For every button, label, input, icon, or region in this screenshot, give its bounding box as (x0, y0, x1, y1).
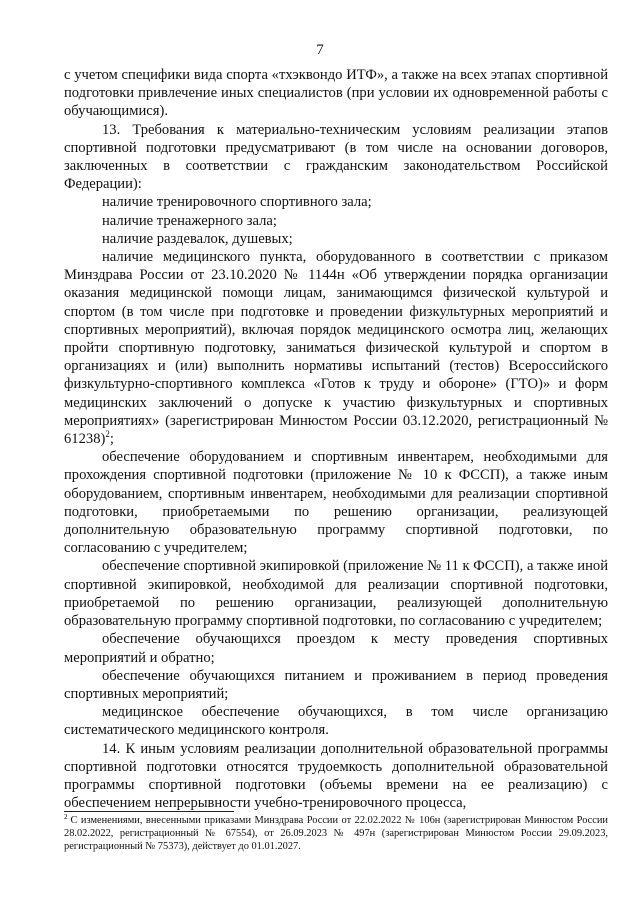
footnote-reference-tail: ; (109, 431, 114, 448)
list-item-medical-point (64, 248, 608, 448)
list-item: наличие тренажерного зала; (102, 212, 277, 229)
list-item: обеспечение обучающихся проездом к месту проведения спортивных мероприятий и обратно; (64, 631, 608, 666)
paragraph-continuation: с учетом специфики вида спорта «тхэквондо ИТФ», а также на всех этапах спортивной подготовки привлечение иных специалистов (при условии их одновременной работы с обучающимися). (64, 67, 608, 120)
document-body (64, 66, 608, 812)
footnote (64, 814, 608, 854)
medical-point-text: наличие медицинского пункта, оборудованного в соответствии с приказом Минздрава России от 23.10.2020 № 1144н «Об утверждении порядка организации оказания медицинской помощи лицам, занимающимся физической культурой и спортом (в том числе при подготовке и проведении физкультурных мероприятий и спортивных мероприятий), включая порядок медицинского осмотра лиц, желающих пройти спортивную подготовку, заниматься физической культурой и спортом в организациях и (или) выполнить нормативы испытаний (тестов) Всероссийского физкультурно-спортивного комплекса «Готов к труду и обороне» (ГТО)» и форм медицинских заключений о допуске к участию физкультурных и спортивных мероприятиях» (зарегистрирован Минюстом России 03.12.2020, регистрационный № 61238) (64, 249, 608, 448)
list-item: медицинское обеспечение обучающихся, в том числе организацию систематического медицинского контроля. (64, 704, 608, 739)
paragraph-item-13: 13. Требования к материально-техническим условиям реализации этапов спортивной подготовки предусматривают (в том числе на основании договоров, заключенных в соответствии с гражданским законодательством Российской Федерации): (64, 121, 608, 193)
list-item: обеспечение обучающихся питанием и проживанием в период проведения спортивных мероприятий; (64, 667, 608, 702)
list-item: обеспечение оборудованием и спортивным инвентарем, необходимыми для прохождения спортивной подготовки (приложение № 10 к ФССП), а также иным оборудованием, спортивным инвентарем, необходимыми для реализации спортивной подготовки, приобретаемыми по решению организации, реализующей дополнительную образовательную программу спортивной подготовки, по согласованию с учредителем; (64, 449, 608, 557)
paragraph-item-14: 14. К иным условиям реализации дополнительной образовательной программы спортивной подготовки относятся трудоемкость дополнительной образовательной программы спортивной подготовки (объемы времени на ее реализацию) с обеспечением непрерывности учебно-тренировочного процесса, (64, 740, 608, 812)
footnote-divider (64, 811, 234, 812)
footnote-mark: 2 (64, 812, 68, 821)
page-number: 7 (316, 42, 324, 58)
list-item: обеспечение спортивной экипировкой (приложение № 11 к ФССП), а также иной спортивной экипировкой, необходимой для реализации спортивной подготовки, приобретаемой по решению организации, реализующей дополнительную образовательную программу спортивной подготовки, по согласованию с учредителем; (64, 558, 608, 630)
list-item: наличие тренировочного спортивного зала; (102, 194, 372, 211)
list-item: наличие раздевалок, душевых; (102, 230, 293, 247)
footnote-text: С изменениями, внесенными приказами Минздрава России от 22.02.2022 № 106н (зарегистрирован Минюстом России 28.02.2022, регистрационный № 67554), от 26.09.2023 № 497н (зарегистрирован Минюстом России 29.09.2023, регистрационный № 75373), действует до 01.01.2027. (64, 815, 608, 853)
footnote-reference: 2 (105, 429, 110, 440)
